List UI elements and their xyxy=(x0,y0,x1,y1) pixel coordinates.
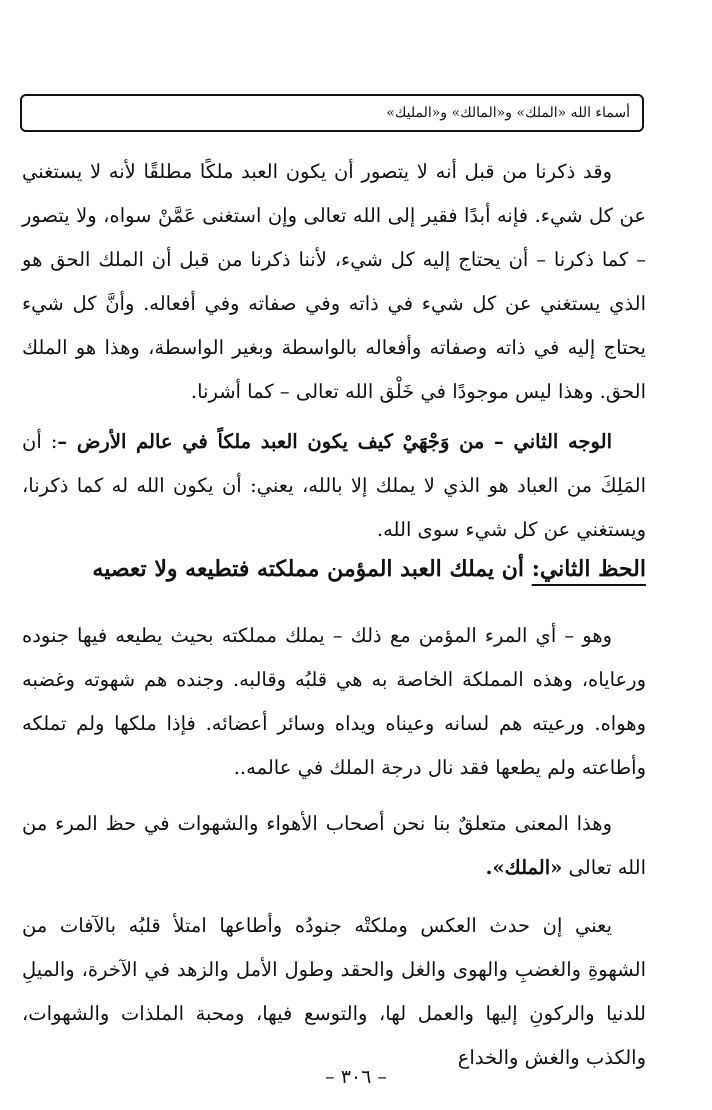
paragraph-p1 xyxy=(22,150,646,414)
section-heading-row xyxy=(22,556,646,586)
paragraph-p3-text: وهو – أي المرء المؤمن مع ذلك – يملك مملكته بحيث يطيعه فيها جنوده ورعاياه، وهذه المملكة الخاصة به هي قلبُه وقالبه. وجنده هم شهوته وغضبه وهواه. ورعيته هم لسانه وعيناه ويداه وسائر أعضائه. فإذا ملكها ولم تملكه وأطاعته ولم يطعها فقد نال درجة الملك في عالمه.. xyxy=(22,624,646,779)
paragraph-p4 xyxy=(22,802,646,890)
section-heading xyxy=(92,556,646,586)
paragraph-p5 xyxy=(22,904,646,1080)
paragraph-p4-bold-tail: «الملك». xyxy=(485,856,563,879)
paragraph-p2 xyxy=(22,420,646,552)
paragraph-p2-lead: الوجه الثاني – من وَجْهَيْ كيف يكون العبد ملكاً في عالم الأرض – xyxy=(57,430,612,453)
paragraph-p3 xyxy=(22,614,646,790)
page-number: – ٣٠٦ – xyxy=(325,1066,387,1088)
paragraph-p1-text: وقد ذكرنا من قبل أنه لا يتصور أن يكون العبد ملكًا مطلقًا لأنه لا يستغني عن كل شيء. فإنه أبدًا فقير إلى الله تعالى وإن استغنى عَمَّنْ سواه، ولا يتصور – كما ذكرنا – أن يحتاج إليه كل شيء، لأننا ذكرنا من قبل أن الملك الحق هو الذي يستغني عن كل شيء في ذاته وفي صفاته وفي أفعاله. وأنَّ كل شيء يحتاج إليه في ذاته وصفاته وأفعاله بالواسطة وبغير الواسطة، وهذا هو الملك الحق. وهذا ليس موجودًا في خَلْق الله تعالى – كما أشرنا. xyxy=(22,160,646,403)
body-block-2 xyxy=(22,614,646,1080)
running-header-title: أسماء الله «الملك» و«المالك» و«المليك» xyxy=(386,105,630,121)
paragraph-p5-text: يعني إن حدث العكس وملكتْه جنودُه وأطاعها امتلأ قلبُه بالآفات من الشهوةِ والغضبِ والهوى والغل والحقد وطول الأمل والزهد في الآخرة، والميلِ للدنيا والركونِ إليها والعمل لها، والتوسع فيها، ومحبة الملذات والشهوات، والكذب والغش والخداع xyxy=(22,914,646,1069)
section-heading-lead: الحظ الثاني: xyxy=(531,556,646,582)
section-heading-rest: أن يملك العبد المؤمن مملكته فتطيعه ولا تعصيه xyxy=(92,556,532,582)
paragraph-p2-text: : أن المَلِكَ من العباد هو الذي لا يملك إلا بالله، يعني: أن يكون الله له كما ذكرنا، ويستغني عن كل شيء سوى الله. xyxy=(22,430,646,541)
running-header-box xyxy=(20,94,644,132)
body-block-1 xyxy=(22,150,646,552)
paragraph-p4-text: وهذا المعنى متعلقٌ بنا نحن أصحاب الأهواء والشهوات في حظ المرء من الله تعالى xyxy=(22,812,646,879)
